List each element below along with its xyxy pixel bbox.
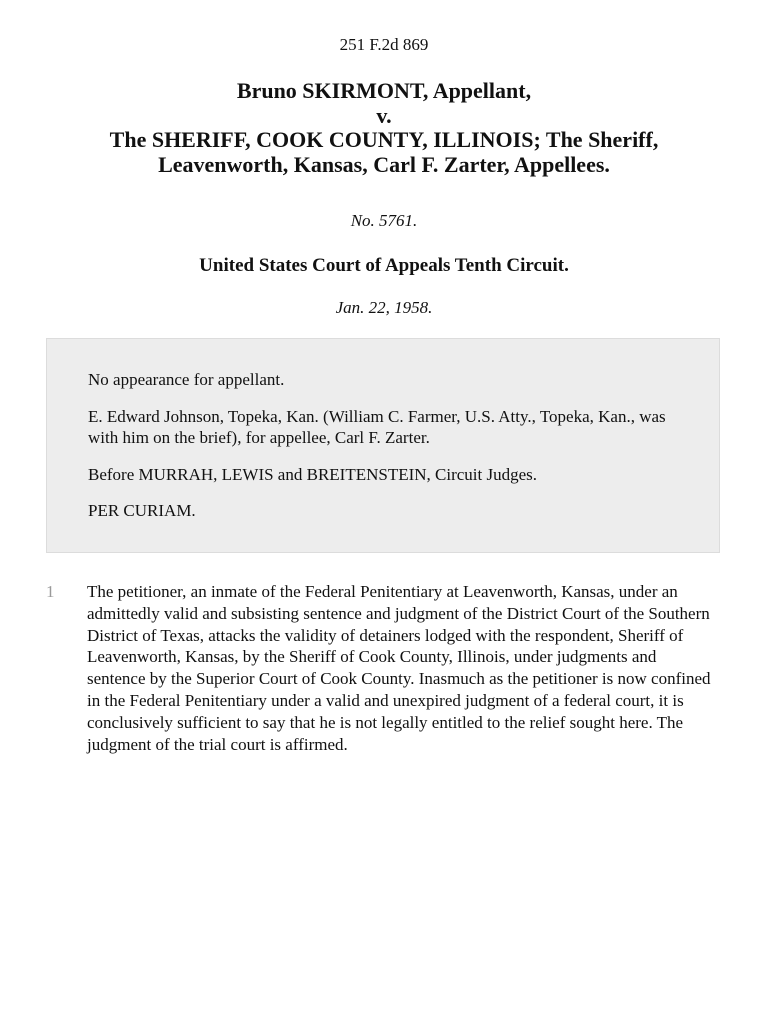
opinion-paragraph: [46, 581, 720, 755]
per-curiam-label: PER CURIAM.: [88, 501, 196, 520]
paragraph-number: 1: [46, 582, 55, 601]
caption-appellant: Bruno SKIRMONT, Appellant,: [236, 78, 532, 103]
caption-appellees-line-2: Leavenworth, Kansas, Carl F. Zarter, Appellees.: [158, 151, 610, 177]
preamble-box: [46, 338, 720, 553]
caption-versus: v.: [376, 102, 392, 128]
case-caption: [0, 79, 768, 177]
case-citation: 251 F.2d 869: [339, 35, 429, 54]
bench-judges: Before MURRAH, LEWIS and BREITENSTEIN, Circuit Judges.: [88, 464, 538, 484]
docket-number: No. 5761.: [350, 211, 418, 230]
appearance-appellant: No appearance for appellant.: [88, 370, 285, 389]
paragraph-text: The petitioner, an inmate of the Federal Penitentiary at Leavenworth, Kansas, under an admittedly valid and subsisting sentence and judgment of the District Court of the Southern District of Texas, attacks the validity of detainers lodged with the respondent, Sheriff of Leavenworth, Kansas, by the Sheriff of Cook County, Illinois, under judgments and sentence by the Superior Court of Cook County. Inasmuch as the petitioner is now confined in the Federal Penitentiary under a valid and unexpired judgment of a federal court, it is conclusively sufficient to say that he is not legally entitled to the relief sought here. The judgment of the trial court is affirmed.: [87, 582, 711, 754]
caption-appellees-line-1: The SHERIFF, COOK COUNTY, ILLINOIS; The Sheriff,: [109, 127, 659, 152]
decision-date: Jan. 22, 1958.: [335, 298, 433, 317]
court-name: United States Court of Appeals Tenth Circuit.: [199, 255, 569, 276]
appearance-appellee: E. Edward Johnson, Topeka, Kan. (William C. Farmer, U.S. Atty., Topeka, Kan., was with him on the brief), for appellee, Carl F. Zarter.: [88, 406, 666, 447]
